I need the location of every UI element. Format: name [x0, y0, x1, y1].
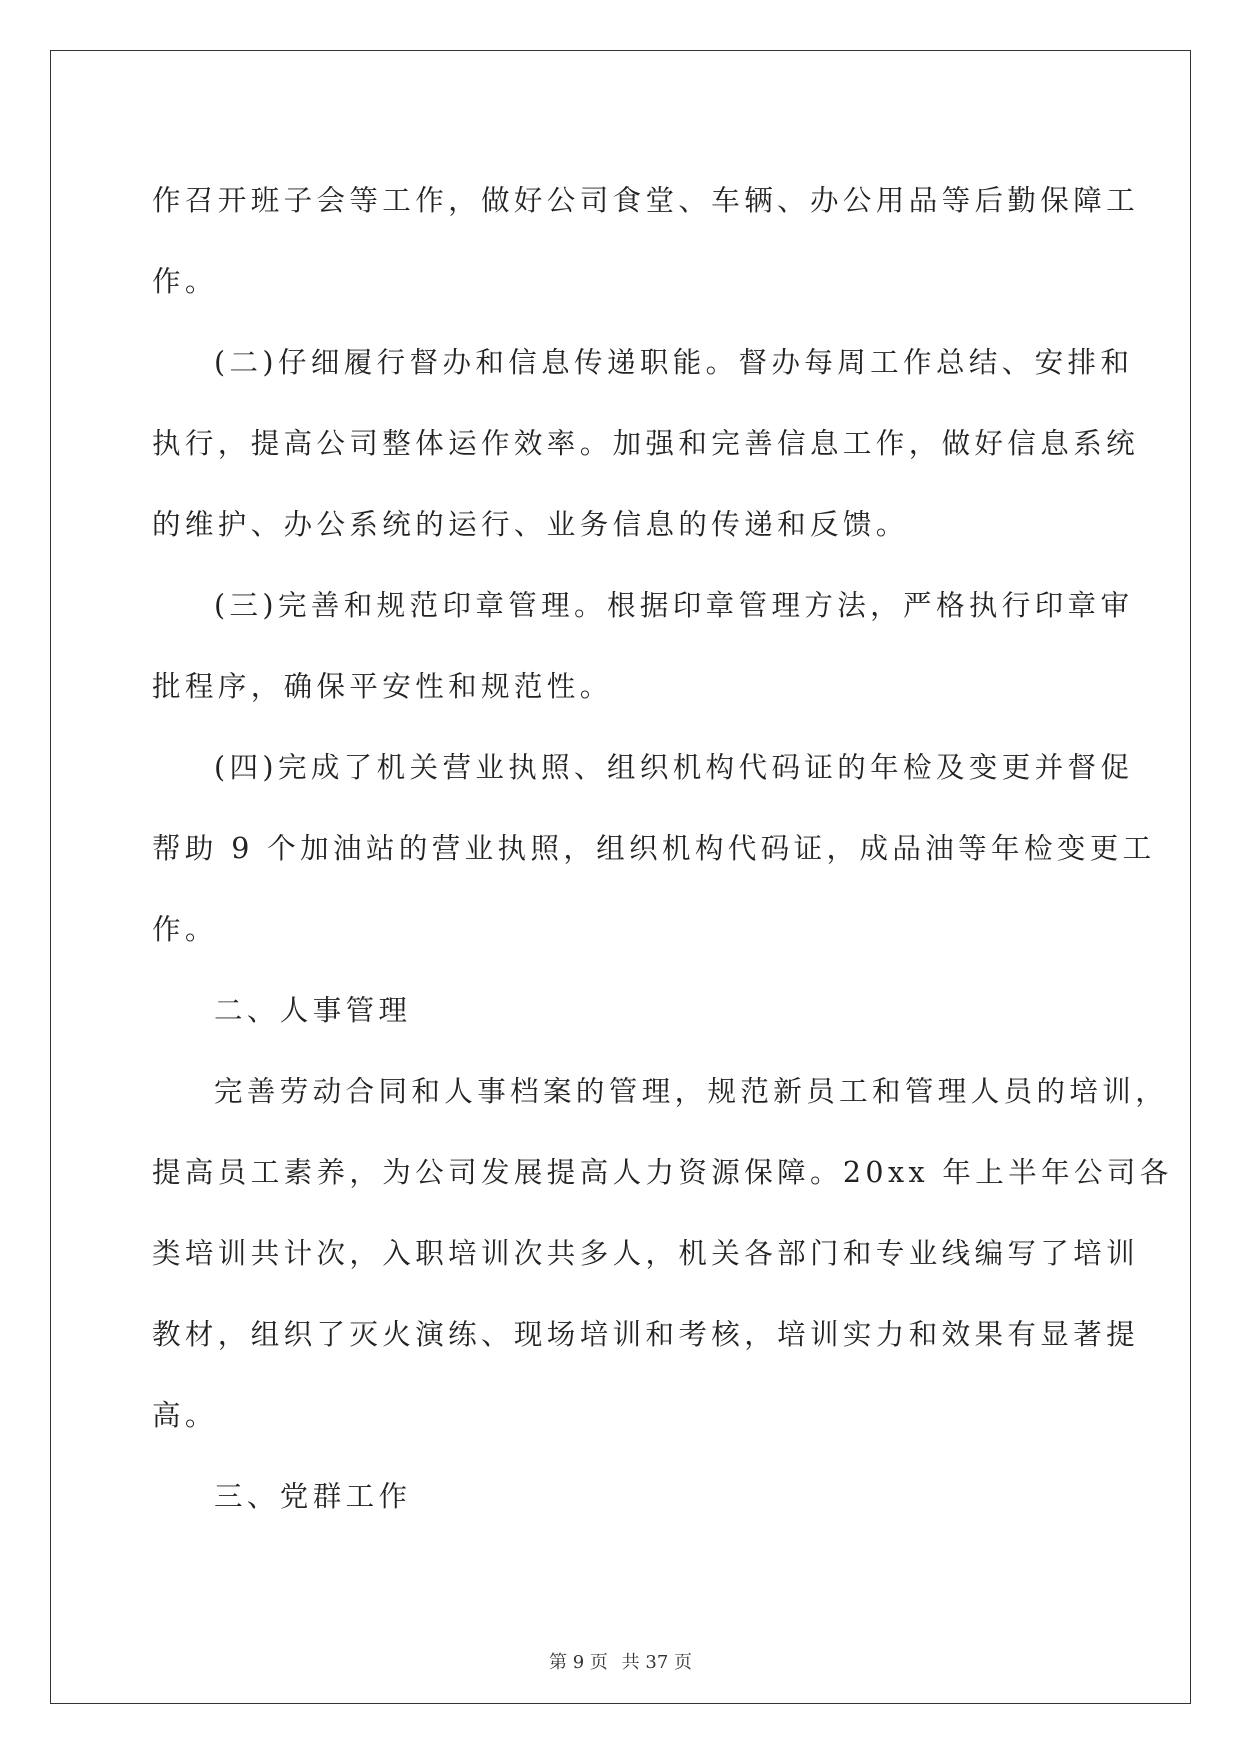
- text-line: 批程序，确保平安性和规范性。: [152, 670, 613, 703]
- section-heading: 二、人事管理: [214, 994, 412, 1027]
- text-line: 执行，提高公司整体运作效率。加强和完善信息工作，做好信息系统: [152, 427, 1140, 460]
- text-line: (三)完善和规范印章管理。根据印章管理方法，严格执行印章审: [214, 589, 1134, 622]
- text-line: 高。: [152, 1399, 218, 1432]
- text-line: 作召开班子会等工作，做好公司食堂、车辆、办公用品等后勤保障工: [152, 184, 1140, 217]
- text-line: 的维护、办公系统的运行、业务信息的传递和反馈。: [152, 508, 909, 541]
- text-line: 提高员工素养，为公司发展提高人力资源保障。20xx 年上半年公司各: [152, 1156, 1173, 1189]
- page-number: 第 9 页: [549, 1652, 608, 1673]
- page-total: 共 37 页: [621, 1652, 692, 1673]
- section-heading: 三、党群工作: [214, 1480, 412, 1513]
- document-body: [152, 160, 1173, 1537]
- text-line: 教材，组织了灭火演练、现场培训和考核，培训实力和效果有显著提: [152, 1318, 1140, 1351]
- text-line: (四)完成了机关营业执照、组织机构代码证的年检及变更并督促: [214, 751, 1134, 784]
- text-line: 作。: [152, 913, 218, 946]
- text-line: 帮助 9 个加油站的营业执照，组织机构代码证，成品油等年检变更工: [152, 832, 1156, 865]
- text-line: (二)仔细履行督办和信息传递职能。督办每周工作总结、安排和: [214, 346, 1134, 379]
- page-footer: [0, 1648, 1241, 1674]
- text-line: 类培训共计次，入职培训次共多人，机关各部门和专业线编写了培训: [152, 1237, 1140, 1270]
- text-line: 完善劳动合同和人事档案的管理，规范新员工和管理人员的培训，: [214, 1075, 1169, 1108]
- text-line: 作。: [152, 265, 218, 298]
